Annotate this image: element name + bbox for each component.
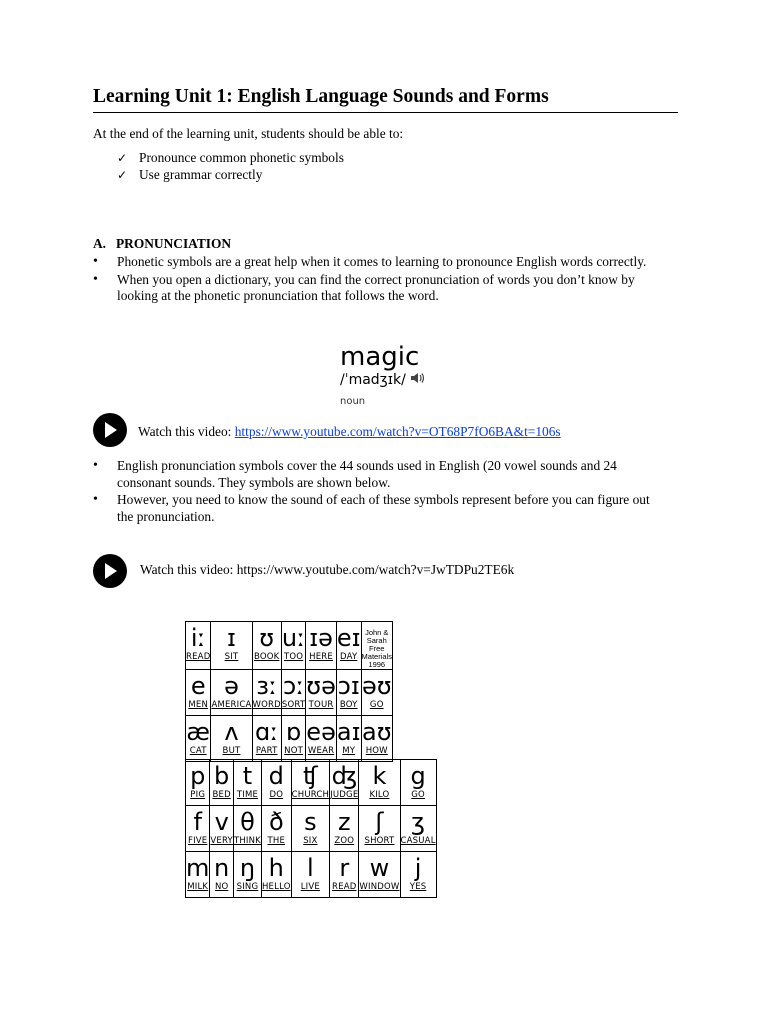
vowel-cell: ɒ NOT <box>281 716 305 762</box>
consonant-cell: n NO <box>210 852 234 898</box>
vowel-cell: eɪ DAY <box>336 622 361 670</box>
consonant-cell: z ZOO <box>330 806 359 852</box>
vowel-table <box>185 621 393 762</box>
vowel-cell: æ CAT <box>186 716 211 762</box>
vowel-cell: ʊ BOOK <box>252 622 281 670</box>
vowel-cell: uː TOO <box>281 622 305 670</box>
check-icon: ✓ <box>117 167 128 182</box>
video-line-1: Watch this video: https://www.youtube.com/watch?v=OT68P7fO6BA&t=106s <box>138 424 561 439</box>
bullet-item: • However, you need to know the sound of each of these symbols represent before you can figure out the pronunciation. <box>93 492 650 524</box>
consonant-cell: m MILK <box>186 852 210 898</box>
vowel-cell: əʊ GO <box>361 670 392 716</box>
consonant-cell: ʃ SHORT <box>359 806 400 852</box>
chart-credit: John & Sarah Free Materials 1996 <box>361 628 392 669</box>
bullet-item: • Phonetic symbols are a great help when it comes to learning to pronounce English words correctly. <box>93 254 647 269</box>
check-icon: ✓ <box>117 151 128 165</box>
consonant-cell: j YES <box>400 852 436 898</box>
bullet-list-2 <box>93 458 668 525</box>
vowel-cell: ə AMERICA <box>211 670 252 716</box>
bullet-icon: • <box>93 492 98 507</box>
page-title: Learning Unit 1: English Language Sounds and Forms <box>93 86 678 113</box>
objective-item: ✓ Use grammar correctly <box>117 166 263 182</box>
consonant-cell: ð THE <box>261 806 291 852</box>
consonant-cell: h HELLO <box>261 852 291 898</box>
bullet-icon: • <box>93 254 98 269</box>
section-heading: A. PRONUNCIATION <box>93 236 232 251</box>
vowel-cell: aɪ MY <box>336 716 361 762</box>
consonant-cell: b BED <box>210 760 234 806</box>
bullet-icon: • <box>93 271 98 287</box>
vowel-row <box>186 670 393 716</box>
consonant-cell: l LIVE <box>291 852 330 898</box>
consonant-cell: k KILO <box>359 760 400 806</box>
vowel-cell: ɑː PART <box>252 716 281 762</box>
consonant-cell: d DO <box>261 760 291 806</box>
vowel-cell: iː READ <box>186 622 211 670</box>
vowel-cell: ɪ SIT <box>211 622 252 670</box>
dictionary-pronunciation-row <box>340 372 424 388</box>
consonant-cell: ʤ JUDGE <box>330 760 359 806</box>
consonant-table <box>185 759 437 898</box>
play-icon[interactable] <box>93 554 127 588</box>
vowel-cell: ɪə HERE <box>306 622 337 670</box>
consonant-cell: ʧ CHURCH <box>291 760 330 806</box>
video-line-2: Watch this video: https://www.youtube.com/watch?v=JwTDPu2TE6k <box>140 562 515 577</box>
consonant-cell: p PIG <box>186 760 210 806</box>
video-link-1[interactable]: https://www.youtube.com/watch?v=OT68P7fO6BA&t=106s <box>234 424 561 439</box>
consonant-cell: t TIME <box>233 760 261 806</box>
bullet-item: • English pronunciation symbols cover the 44 sounds used in English (20 vowel sounds and 24 consonant sounds. They symbols are shown below. <box>93 458 617 490</box>
bullet-list <box>93 254 668 305</box>
consonant-cell: w WINDOW <box>359 852 400 898</box>
dictionary-entry <box>340 342 424 407</box>
consonant-cell: v VERY <box>210 806 234 852</box>
consonant-cell: s SIX <box>291 806 330 852</box>
vowel-cell: eə WEAR <box>306 716 337 762</box>
dictionary-part-of-speech: noun <box>340 396 366 407</box>
consonant-row <box>186 760 437 806</box>
vowel-cell: aʊ HOW <box>361 716 392 762</box>
vowel-cell: ʊə TOUR <box>306 670 337 716</box>
vowel-cell: ɔː SORT <box>281 670 305 716</box>
consonant-cell: θ THINK <box>233 806 261 852</box>
vowel-cell: ɔɪ BOY <box>336 670 361 716</box>
consonant-cell: f FIVE <box>186 806 210 852</box>
vowel-cell: ʌ BUT <box>211 716 252 762</box>
vowel-cell: e MEN <box>186 670 211 716</box>
consonant-cell: g GO <box>400 760 436 806</box>
consonant-row <box>186 852 437 898</box>
vowel-row <box>186 716 393 762</box>
credit-cell <box>361 622 392 670</box>
vowel-cell: ɜː WORD <box>252 670 281 716</box>
consonant-row <box>186 806 437 852</box>
speaker-icon[interactable] <box>410 372 424 388</box>
play-icon[interactable] <box>93 413 127 447</box>
consonant-cell: ʒ CASUAL <box>400 806 436 852</box>
dictionary-pronunciation: /ˈmadʒɪk/ <box>340 372 406 388</box>
intro-text: At the end of the learning unit, students should be able to: <box>93 126 404 141</box>
dictionary-word: magic <box>340 342 420 372</box>
consonant-cell: r READ <box>330 852 359 898</box>
bullet-item: • When you open a dictionary, you can find the correct pronunciation of words you don’t know by looking at the phonetic pronunciation that follows the word. <box>93 271 635 303</box>
objectives-list <box>117 150 344 183</box>
consonant-cell: ŋ SING <box>233 852 261 898</box>
vowel-row <box>186 622 393 670</box>
bullet-icon: • <box>93 458 98 473</box>
objective-item: ✓ Pronounce common phonetic symbols <box>117 150 344 165</box>
